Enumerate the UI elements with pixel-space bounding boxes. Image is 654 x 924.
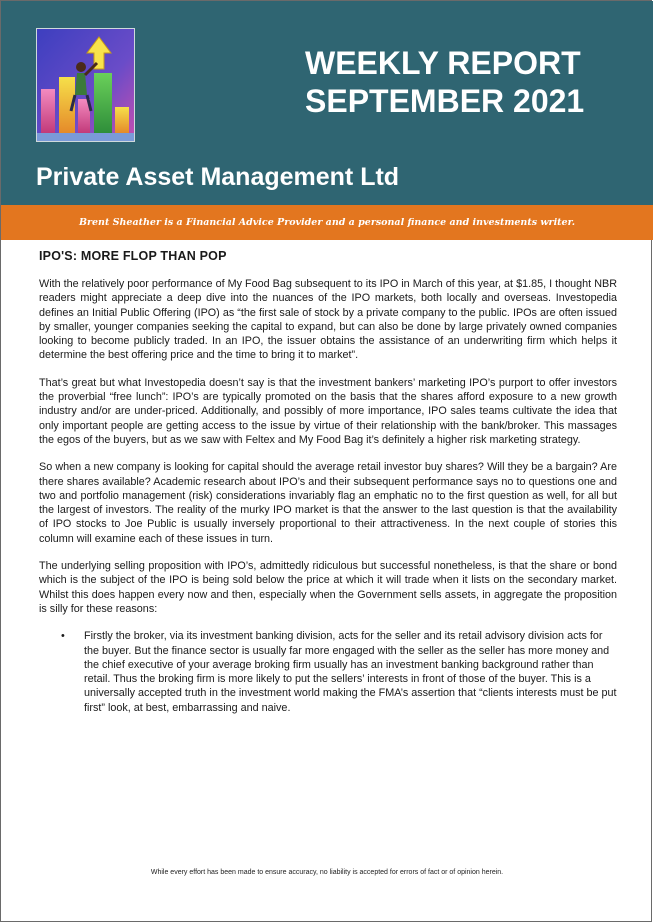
article-heading: IPO'S: MORE FLOP THAN POP (39, 249, 227, 263)
report-header (1, 1, 653, 205)
report-title (305, 44, 605, 120)
author-banner: Brent Sheather is a Financial Advice Provider and a personal finance and investments writer. (1, 205, 653, 240)
bullet-list (39, 629, 617, 715)
disclaimer-footer: While every effort has been made to ensure accuracy, no liability is accepted for errors of fact or of opinion herein. (150, 869, 504, 876)
title-line-1: WEEKLY REPORT (305, 45, 581, 81)
article-body (39, 249, 617, 715)
bullet-text: Firstly the broker, via its investment banking division, acts for the seller and its retail advisory division acts for the buyer. But the finance sector is usually far more engaged with the seller as the seller has more money and the chief executive of your average broking firm usually has an investment banking background rather than retail. Thus the broking firm is more likely to put the sellers’ interests in front of those of the buyer. This is a universally accepted truth in the investment world making the FMA’s assertion that “clients interests must be put first” look, at best, embarrassing and naive. (84, 630, 617, 714)
title-line-2: SEPTEMBER 2021 (305, 83, 585, 119)
article-paragraph: So when a new company is looking for capital should the average retail investor buy shares? Will they be a bargain? Are there shares available? Academic research about IPO’s and their subsequent performance says no to questions one and two and portfolio management (risk) considerations invariably flag an emphatic no to the first question as well, for all but the largest of investors. The reality of the murky IPO market is that the answer to the last question is that the availability of IPO stocks to Joe Public is usually inversely proportional to their attractiveness. In the next couple of stories this column will examine each of these issues in turn. (39, 461, 617, 545)
company-name: Private Asset Management Ltd (36, 163, 400, 191)
article-paragraph: The underlying selling proposition with IPO’s, admittedly ridiculous but successful nonetheless, is that the share or bond which is the subject of the IPO is being sold below the price at which it will trade when it lists on the secondary market. Whilst this does happen every now and then, especially when the Government sells assets, in aggregate the proposition is silly for these reasons: (39, 560, 617, 615)
article-paragraph: With the relatively poor performance of My Food Bag subsequent to its IPO in March of this year, at $1.85, I thought NBR readers might appreciate a deep dive into the nuances of the IPO markets, both locally and overseas. Investopedia defines an Initial Public Offering (IPO) as “the first sale of stock by a private company to the public. IPOs are often issued by smaller, younger companies seeking the capital to expand, but can also be done by large privately owned companies looking to become publicly traded. In an IPO, the issuer obtains the assistance of an underwriting firm which helps it determine the best offering price and the time to bring it to market”. (39, 278, 617, 362)
article-paragraph: That’s great but what Investopedia doesn’t say is that the investment bankers’ marketing IPO’s purport to offer investors the proverbial “free lunch”: IPO’s are typically promoted on the basis that the shares afford exposure to a new growth industry and/or are under-priced. Additionally, and possibly of more importance, IPO sales teams cultivate the idea that only important people are getting access to the issue by virtue of their relationship with the bank/broker. This massages the egos of the buyers, but as we saw with Feltex and My Food Bag it’s definitely a higher risk marketing strategy. (39, 376, 617, 446)
growth-bars-logo-icon (36, 28, 135, 142)
bullet-icon: • (61, 630, 65, 643)
list-item (39, 629, 617, 715)
